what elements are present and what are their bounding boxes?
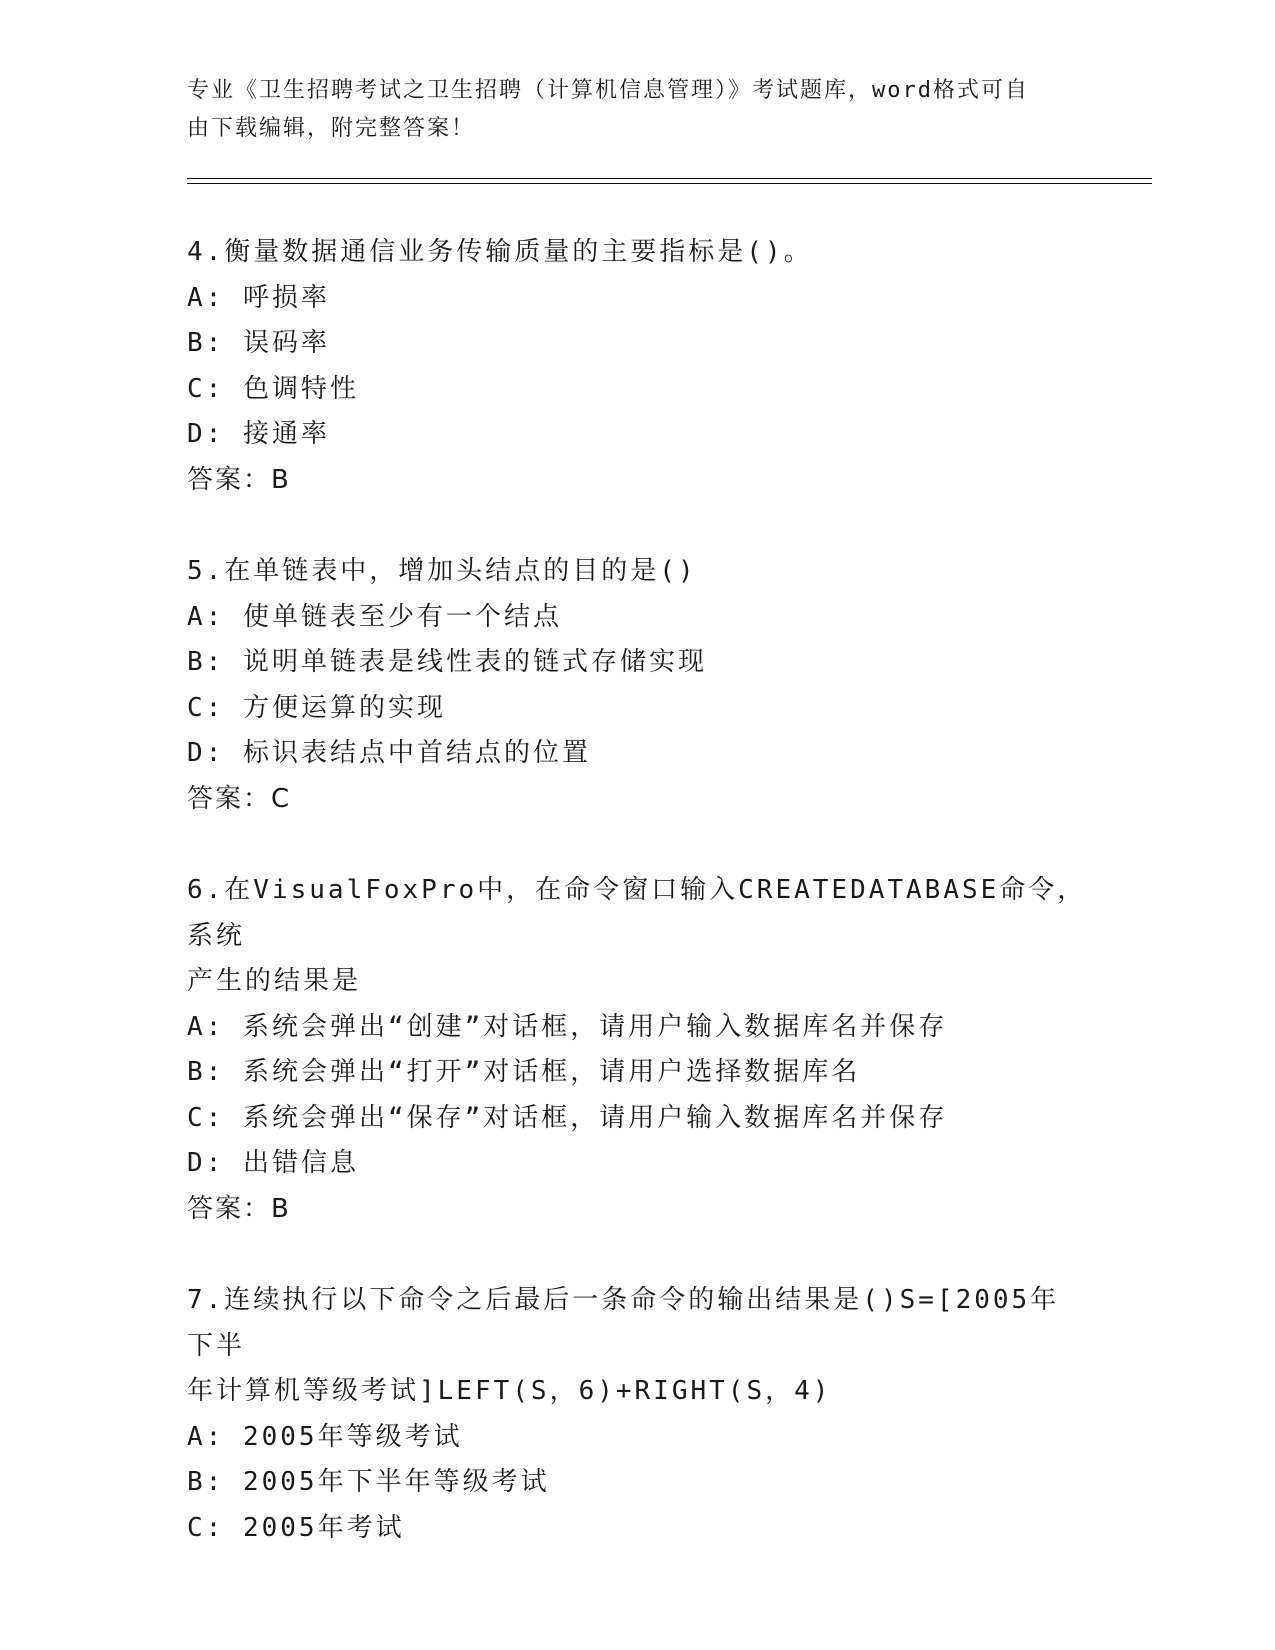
option-b: B: 系统会弹出“打开”对话框，请用户选择数据库名	[187, 1057, 861, 1087]
header-line-1: 专业《卫生招聘考试之卫生招聘（计算机信息管理）》考试题库，word格式可自	[187, 78, 1029, 103]
option-c: C: 2005年考试	[187, 1512, 405, 1543]
question-5	[187, 549, 1087, 822]
header-divider-bottom	[187, 183, 1152, 184]
option-d: D: 接通率	[187, 419, 330, 449]
question-title: 4.衡量数据通信业务传输质量的主要指标是()。	[187, 237, 813, 267]
question-title: 5.在单链表中，增加头结点的目的是()	[187, 556, 697, 586]
question-title-line-1: 7.连续执行以下命令之后最后一条命令的输出结果是()S=[2005年下半	[187, 1285, 1060, 1361]
option-d: D: 标识表结点中首结点的位置	[187, 738, 591, 768]
option-c: C: 方便运算的实现	[187, 692, 446, 723]
question-title-line-2: 产生的结果是	[187, 966, 362, 996]
document-header	[187, 72, 1067, 148]
option-a: A: 使单链表至少有一个结点	[187, 601, 562, 632]
question-6	[187, 868, 1087, 1232]
option-b: B: 2005年下半年等级考试	[187, 1467, 550, 1497]
question-list	[187, 230, 1087, 1597]
question-title-line-2: 年计算机等级考试]LEFT(S，6)+RIGHT(S，4)	[187, 1376, 832, 1406]
answer-label: 答案：C	[187, 783, 292, 814]
option-c: C: 色调特性	[187, 373, 359, 404]
option-d: D: 出错信息	[187, 1148, 359, 1178]
question-7	[187, 1278, 1087, 1551]
header-divider-top	[187, 178, 1152, 179]
option-a: A: 系统会弹出“创建”对话框，请用户输入数据库名并保存	[187, 1011, 948, 1042]
header-line-2: 由下载编辑，附完整答案！	[187, 116, 476, 141]
option-a: A: 呼损率	[187, 282, 330, 313]
answer-label: 答案：B	[187, 1193, 291, 1224]
option-b: B: 误码率	[187, 328, 330, 358]
question-title-line-1: 6.在VisualFoxPro中，在命令窗口输入CREATEDATABASE命令，系统	[187, 875, 1087, 951]
option-b: B: 说明单链表是线性表的链式存储实现	[187, 647, 707, 677]
option-c: C: 系统会弹出“保存”对话框，请用户输入数据库名并保存	[187, 1102, 948, 1133]
answer-label: 答案：B	[187, 464, 291, 495]
question-4	[187, 230, 1087, 503]
option-a: A: 2005年等级考试	[187, 1421, 463, 1452]
